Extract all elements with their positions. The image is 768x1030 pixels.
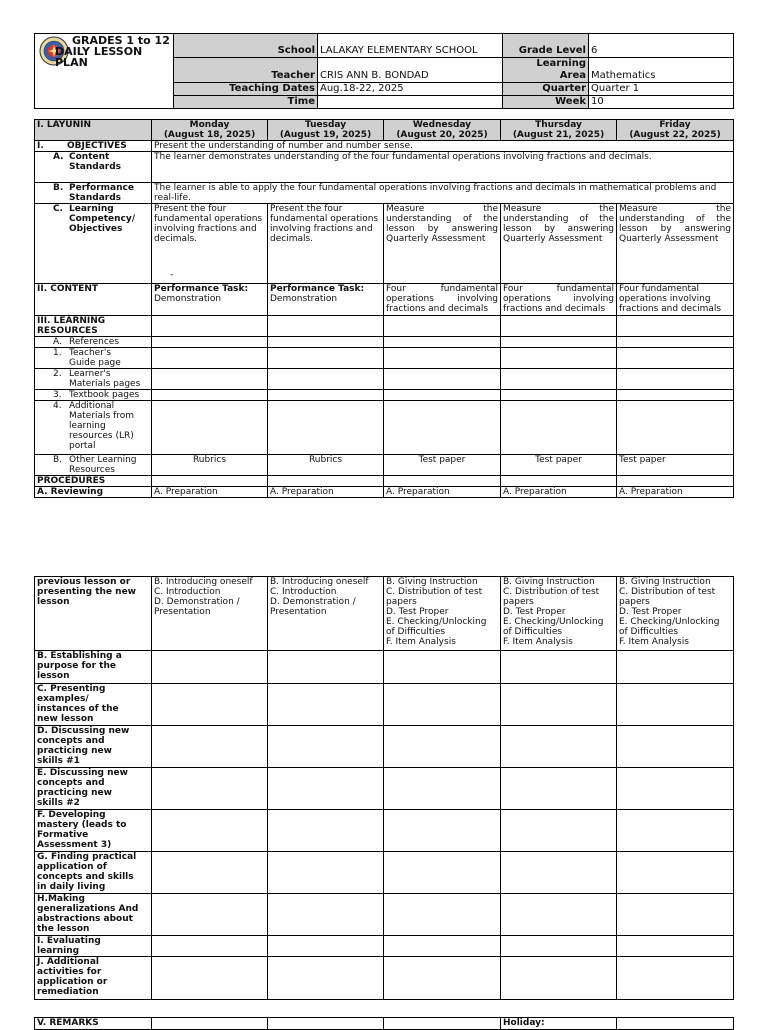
competency-text: Learning Competency/ Objectives — [69, 204, 136, 234]
quarter-value: Quarter 1 — [589, 83, 734, 96]
cell — [384, 337, 501, 348]
cell — [617, 316, 734, 337]
cell — [617, 810, 734, 852]
procedure-row-label: B. Establishing a purpose for the lesson — [35, 651, 152, 684]
reviewing-cont-tuesday: B. Introducing oneself C. Introduction D. Demonstration / Presentation — [268, 577, 384, 651]
content-bold: Performance Task: — [154, 284, 249, 294]
cell — [501, 401, 617, 455]
additional-materials-label — [35, 401, 152, 455]
cell — [268, 390, 384, 401]
title-block — [35, 34, 174, 109]
reviewing-cont-thursday: B. Giving Instruction C. Distribution of test papers D. Test Proper E. Checking/Unlocking of Difficulties F. Item Analysis — [501, 577, 617, 651]
cell — [617, 348, 734, 369]
time-value — [318, 96, 503, 109]
procedure-row-label: J. Additional activities for application or remediation — [35, 957, 152, 1000]
cell — [501, 476, 617, 487]
day-date: (August 19, 2025) — [279, 130, 372, 140]
cell — [384, 957, 501, 1000]
other-tuesday: Rubrics — [268, 455, 384, 476]
reviewing-monday: A. Preparation — [152, 487, 268, 498]
perf-std-num: B. — [53, 183, 64, 193]
title-line-2: DAILY LESSON PLAN — [55, 45, 143, 69]
objectives-value: Present the understanding of number and number sense. — [152, 141, 734, 152]
week-value: 10 — [589, 96, 734, 109]
cell — [384, 401, 501, 455]
cell — [152, 768, 268, 810]
cell — [617, 726, 734, 768]
cell — [501, 936, 617, 957]
resources-label: III. LEARNING RESOURCES — [35, 316, 152, 337]
cell — [384, 726, 501, 768]
cell — [501, 316, 617, 337]
competency-monday — [152, 204, 268, 284]
day-header-tuesday — [268, 120, 384, 141]
remarks-label: V. REMARKS — [35, 1018, 152, 1030]
procedure-row-label: F. Developing mastery (leads to Formative Assessment 3) — [35, 810, 152, 852]
other-num: B. — [53, 455, 63, 465]
cell — [268, 957, 384, 1000]
other-thursday: Test paper — [501, 455, 617, 476]
cell — [384, 390, 501, 401]
competency-tuesday: Present the four fundamental operations involving fractions and decimals. — [268, 204, 384, 284]
cell — [152, 651, 268, 684]
content-standards-value: The learner demonstrates understanding of the four fundamental operations involving fractions and decimals. — [152, 152, 734, 183]
add-num: 4. — [53, 401, 62, 411]
other-resources-label — [35, 455, 152, 476]
cell — [501, 390, 617, 401]
objectives-text: OBJECTIVES — [67, 141, 127, 151]
competency-thursday: Measure the understanding of the lesson by answering Quarterly Assessment — [501, 204, 617, 284]
reviewing-wednesday: A. Preparation — [384, 487, 501, 498]
school-label: School — [174, 34, 318, 58]
cell — [617, 390, 734, 401]
cell — [268, 651, 384, 684]
cell — [384, 316, 501, 337]
teacher-value: CRIS ANN B. BONDAD — [318, 58, 503, 83]
cell — [501, 894, 617, 936]
cell — [152, 684, 268, 726]
cell — [268, 810, 384, 852]
tb-num: 3. — [53, 390, 62, 400]
competency-num: C. — [53, 204, 64, 214]
cell — [384, 852, 501, 894]
competency-text: Present the four fundamental operations involving fractions and decimals. — [154, 204, 263, 244]
content-friday: Four fundamental operations involving fractions and decimals — [617, 284, 734, 316]
cell — [152, 390, 268, 401]
competency-wednesday: Measure the understanding of the lesson by answering Quarterly Assessment — [384, 204, 501, 284]
references-text: References — [69, 337, 120, 347]
cell — [152, 852, 268, 894]
cell — [617, 684, 734, 726]
day-header-wednesday — [384, 120, 501, 141]
procedure-row-label: I. Evaluating learning — [35, 936, 152, 957]
grade-label: Grade Level — [503, 34, 589, 58]
cell — [268, 337, 384, 348]
day-date: (August 21, 2025) — [512, 130, 605, 140]
day-name: Friday — [659, 120, 691, 130]
procedure-row-label: D. Discussing new concepts and practicing new skills #1 — [35, 726, 152, 768]
cell — [152, 957, 268, 1000]
perf-std-text: Performance Standards — [69, 183, 134, 203]
reviewing-continued-label: previous lesson or presenting the new lesson — [35, 577, 152, 651]
time-label: Time — [174, 96, 318, 109]
teachers-guide-label — [35, 348, 152, 369]
references-label — [35, 337, 152, 348]
content-label: II. CONTENT — [35, 284, 152, 316]
cell — [268, 726, 384, 768]
cell — [384, 651, 501, 684]
cell — [268, 476, 384, 487]
cell — [384, 348, 501, 369]
cell — [501, 810, 617, 852]
cell — [617, 852, 734, 894]
cell — [617, 957, 734, 1000]
procedure-row-label: G. Finding practical application of concepts and skills in daily living — [35, 852, 152, 894]
cell — [268, 768, 384, 810]
cell — [501, 369, 617, 390]
day-date: (August 22, 2025) — [629, 130, 721, 140]
add-text: Additional Materials from learning resources (LR) portal — [69, 401, 135, 451]
cell — [268, 401, 384, 455]
lesson-plan-table — [34, 119, 734, 498]
reviewing-cont-wednesday: B. Giving Instruction C. Distribution of test papers D. Test Proper E. Checking/Unlocking of Difficulties F. Item Analysis — [384, 577, 501, 651]
lesson-plan-table-continued — [34, 576, 734, 1000]
cell — [152, 348, 268, 369]
cell — [617, 651, 734, 684]
cell — [501, 348, 617, 369]
competency-friday: Measure the understanding of the lesson by answering Quarterly Assessment — [617, 204, 734, 284]
performance-standards-value: The learner is able to apply the four fundamental operations involving fractions and decimals in mathematical problems and real-life. — [152, 183, 734, 204]
other-wednesday: Test paper — [384, 455, 501, 476]
other-text: Other Learning Resources — [69, 455, 137, 475]
cell — [617, 401, 734, 455]
day-header-monday — [152, 120, 268, 141]
cell — [268, 348, 384, 369]
week-label: Week — [503, 96, 589, 109]
cell — [617, 768, 734, 810]
cell — [384, 476, 501, 487]
procedure-row-label: H.Making generalizations And abstractions about the lesson — [35, 894, 152, 936]
reviewing-friday: A. Preparation — [617, 487, 734, 498]
content-text: Demonstration — [154, 294, 222, 304]
lm-text: Learner's Materials pages — [69, 369, 141, 389]
cell — [617, 337, 734, 348]
cell — [617, 476, 734, 487]
title-line-1: GRADES 1 to 12 — [72, 34, 170, 47]
procedure-row-label: E. Discussing new concepts and practicing new skills #2 — [35, 768, 152, 810]
day-name: Monday — [189, 120, 230, 130]
cell — [152, 401, 268, 455]
content-text: Demonstration — [270, 294, 338, 304]
cell — [152, 337, 268, 348]
day-date: (August 18, 2025) — [163, 130, 256, 140]
competency-dash: - — [170, 270, 174, 280]
layunin-header: I. LAYUNIN — [35, 120, 152, 141]
cell — [384, 894, 501, 936]
cell — [384, 768, 501, 810]
cell — [501, 957, 617, 1000]
objectives-num: I. — [37, 141, 44, 151]
content-standards-label — [35, 152, 152, 183]
day-header-thursday — [501, 120, 617, 141]
grade-value: 6 — [589, 34, 734, 58]
cell — [268, 852, 384, 894]
cell — [617, 369, 734, 390]
reviewing-label: A. Reviewing — [35, 487, 152, 498]
cell — [152, 936, 268, 957]
teacher-label: Teacher — [174, 58, 318, 83]
cell — [268, 316, 384, 337]
cell — [501, 726, 617, 768]
content-std-num: A. — [53, 152, 64, 162]
other-friday: Test paper — [617, 455, 734, 476]
performance-standards-label — [35, 183, 152, 204]
cell — [501, 684, 617, 726]
cell — [617, 894, 734, 936]
quarter-label: Quarter — [503, 83, 589, 96]
school-value: LALAKAY ELEMENTARY SCHOOL — [318, 34, 503, 58]
cell — [152, 316, 268, 337]
content-thursday: Four fundamental operations involving fractions and decimals — [501, 284, 617, 316]
procedures-label: PROCEDURES — [35, 476, 152, 487]
reviewing-tuesday: A. Preparation — [268, 487, 384, 498]
cell — [501, 852, 617, 894]
cell — [384, 810, 501, 852]
reviewing-thursday: A. Preparation — [501, 487, 617, 498]
cell — [152, 810, 268, 852]
dates-label: Teaching Dates — [174, 83, 318, 96]
content-bold: Performance Task: — [270, 284, 365, 294]
content-monday — [152, 284, 268, 316]
tg-text: Teacher's Guide page — [69, 348, 121, 368]
reviewing-cont-friday: B. Giving Instruction C. Distribution of test papers D. Test Proper E. Checking/Unlocking of Difficulties F. Item Analysis — [617, 577, 734, 651]
day-date: (August 20, 2025) — [396, 130, 488, 140]
cell — [152, 726, 268, 768]
references-num: A. — [53, 337, 62, 347]
learners-materials-label — [35, 369, 152, 390]
cell — [268, 894, 384, 936]
cell — [268, 936, 384, 957]
cell — [152, 369, 268, 390]
tg-num: 1. — [53, 348, 62, 358]
day-name: Wednesday — [412, 120, 472, 130]
day-name: Tuesday — [304, 120, 347, 130]
dates-value: Aug.18-22, 2025 — [318, 83, 503, 96]
reviewing-cont-monday: B. Introducing oneself C. Introduction D. Demonstration / Presentation — [152, 577, 268, 651]
day-header-friday — [617, 120, 734, 141]
lm-num: 2. — [53, 369, 62, 379]
area-label: Learning Area — [503, 58, 589, 83]
textbook-pages-label — [35, 390, 152, 401]
content-tuesday — [268, 284, 384, 316]
content-wednesday: Four fundamental operations involving fractions and decimals — [384, 284, 501, 316]
cell — [501, 768, 617, 810]
cell — [501, 337, 617, 348]
lesson-plan-header — [34, 33, 734, 109]
cell — [617, 936, 734, 957]
cell — [384, 936, 501, 957]
cell — [152, 894, 268, 936]
cell — [384, 369, 501, 390]
other-monday: Rubrics — [152, 455, 268, 476]
cell — [152, 476, 268, 487]
objectives-label — [35, 141, 152, 152]
cell — [268, 369, 384, 390]
day-name: Thursday — [535, 120, 582, 130]
remarks-thursday: Holiday: — [501, 1018, 617, 1030]
area-value: Mathematics — [589, 58, 734, 83]
cell — [384, 684, 501, 726]
cell — [501, 651, 617, 684]
competency-label — [35, 204, 152, 284]
cell — [268, 684, 384, 726]
content-std-text: Content Standards — [69, 152, 122, 172]
procedure-row-label: C. Presenting examples/ instances of the new lesson — [35, 684, 152, 726]
tb-text: Textbook pages — [69, 390, 140, 400]
